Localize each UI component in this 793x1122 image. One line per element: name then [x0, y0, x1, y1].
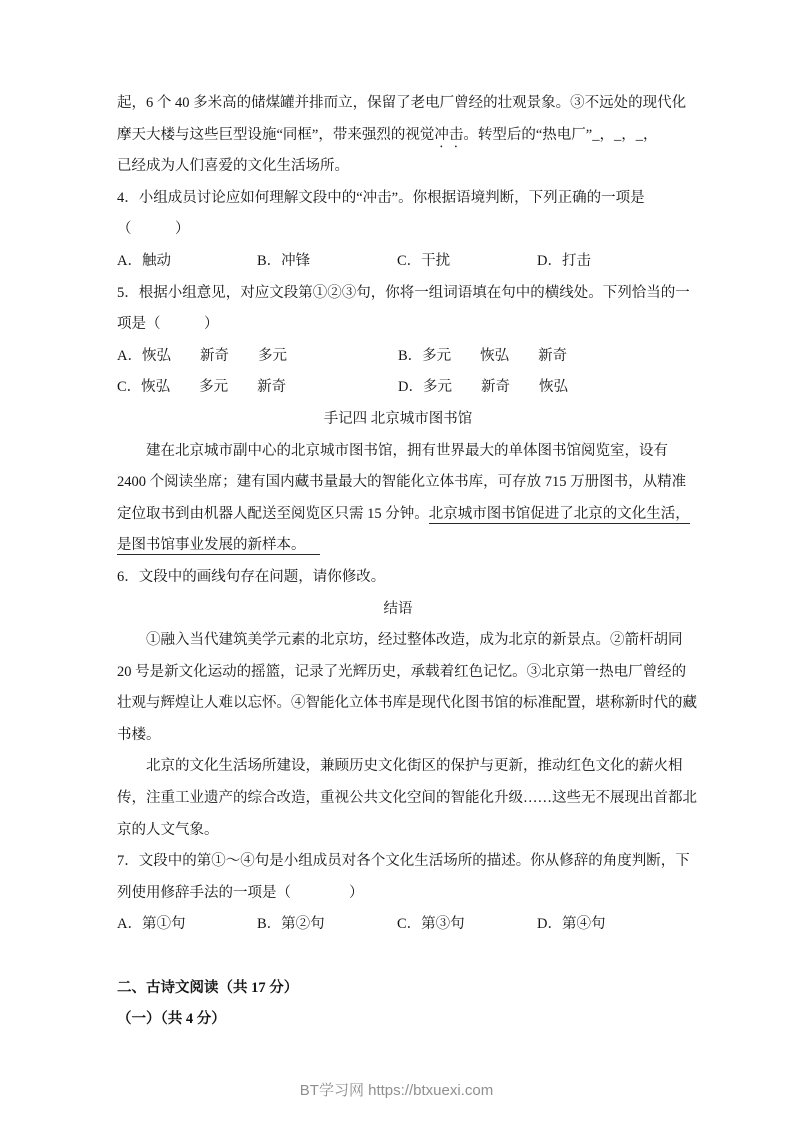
library-paragraph-line-1: 建在北京城市副中心的北京城市图书馆，拥有世界最大的单体图书馆阅览室，设有: [117, 442, 668, 459]
question-7-options-row: [117, 909, 679, 941]
question-6-stem: 6．文段中的画线句存在问题，请你修改。: [117, 568, 386, 585]
watermark-footer: BT学习网 https://btxuexi.com: [299, 1082, 494, 1099]
section-2-part-1-label: （一）（共 4 分）: [117, 1011, 226, 1028]
passage-continuation-line-3: 已经成为人们喜爱的文化生活场所。: [117, 158, 349, 175]
question-7-stem-line-2: 列使用修辞手法的一项是（ ）: [117, 884, 364, 901]
passage-continuation-line-1: 起，6 个 40 多米高的储煤罐并排而立，保留了老电厂曾经的壮观景象。③不远处的现代化: [117, 95, 687, 111]
notebook-4-heading: 手记四 北京城市图书馆: [323, 410, 473, 427]
conclusion-paragraph-1-line-1: ①融入当代建筑美学元素的北京坊，经过整体改造，成为北京的新景点。②箭杆胡同: [117, 632, 683, 649]
blank-line: [117, 941, 679, 973]
conclusion-paragraph-1-line-3: 壮观与辉煌让人难以忘怀。④智能化立体书库是现代化图书馆的标准配置，堪称新时代的藏: [117, 695, 697, 712]
section-2-heading: 二、古诗文阅读（共 17 分）: [117, 979, 299, 996]
question-5-option-b: B．多元 恢弘 新奇: [398, 347, 568, 364]
passage-continuation-line-2: [117, 120, 679, 152]
library-paragraph-line-2: 2400 个阅读坐席；建有国内藏书量最大的智能化立体书库，可存放 715 万册图书，从精准: [117, 474, 687, 491]
question-5-options-row-1: [117, 341, 679, 373]
document-content: [117, 88, 697, 1036]
passage-text: 。转型后的“热电厂”_，_，_，: [463, 126, 658, 143]
underlined-sentence-part-1: 北京城市图书馆促进了北京的文化生活，: [428, 505, 690, 522]
passage-text: 摩天大楼与这些巨型设施“同框”，带来强烈的视觉: [117, 126, 435, 143]
library-text: 定位取书到由机器人配送至阅览区只需 15 分钟。: [117, 505, 429, 522]
emphasized-word: 冲击: [434, 126, 464, 143]
question-7-option-a: A．第①句: [117, 916, 186, 933]
question-4-answer-bracket: （ ）: [117, 221, 190, 238]
conclusion-paragraph-2-line-1: 北京的文化生活场所建设，兼顾历史文化街区的保护与更新，推动红色文化的薪火相: [117, 758, 683, 775]
underlined-sentence-part-2: 是图书馆事业发展的新样本。: [117, 537, 320, 555]
conclusion-heading: 结语: [383, 600, 413, 617]
question-7-option-d: D．第④句: [537, 916, 606, 933]
conclusion-paragraph-2-line-2: 传，注重工业遗产的综合改造，重视公共文化空间的智能化升级……这些无不展现出首都北: [117, 790, 697, 807]
question-5-option-c: C．恢弘 多元 新奇: [117, 379, 287, 396]
conclusion-paragraph-1-line-4: 书楼。: [117, 726, 161, 743]
question-5-stem-line-2: 项是（ ）: [117, 316, 219, 333]
question-5-option-a: A．恢弘 新奇 多元: [117, 347, 287, 364]
conclusion-paragraph-1-line-2: 20 号是新文化运动的摇篮，记录了光辉历史，承载着红色记忆。③北京第一热电厂曾经的: [117, 663, 687, 680]
question-4-option-b: B．冲锋: [257, 252, 311, 269]
question-5-option-d: D．多元 新奇 恢弘: [398, 379, 568, 396]
library-paragraph-line-3: [117, 499, 690, 531]
question-5-options-row-2: [117, 372, 679, 404]
question-4-option-c: C．干扰: [397, 252, 451, 269]
library-paragraph-line-4: [117, 530, 679, 562]
question-4-option-a: A．触动: [117, 252, 171, 269]
question-4-stem: 4．小组成员讨论应如何理解文段中的“冲击”。你根据语境判断，下列正确的一项是: [117, 189, 645, 206]
question-7-stem-line-1: 7．文段中的第①～④句是小组成员对各个文化生活场所的描述。你从修辞的角度判断，下: [117, 853, 690, 870]
question-7-option-c: C．第③句: [397, 916, 465, 933]
question-4-options-row: [117, 246, 679, 278]
question-5-stem-line-1: 5．根据小组意见，对应文段第①②③句，你将一组词语填在句中的横线处。下列恰当的一: [117, 284, 690, 301]
question-4-option-d: D．打击: [537, 252, 591, 269]
question-7-option-b: B．第②句: [257, 916, 325, 933]
conclusion-paragraph-2-line-3: 京的人文气象。: [117, 821, 219, 838]
